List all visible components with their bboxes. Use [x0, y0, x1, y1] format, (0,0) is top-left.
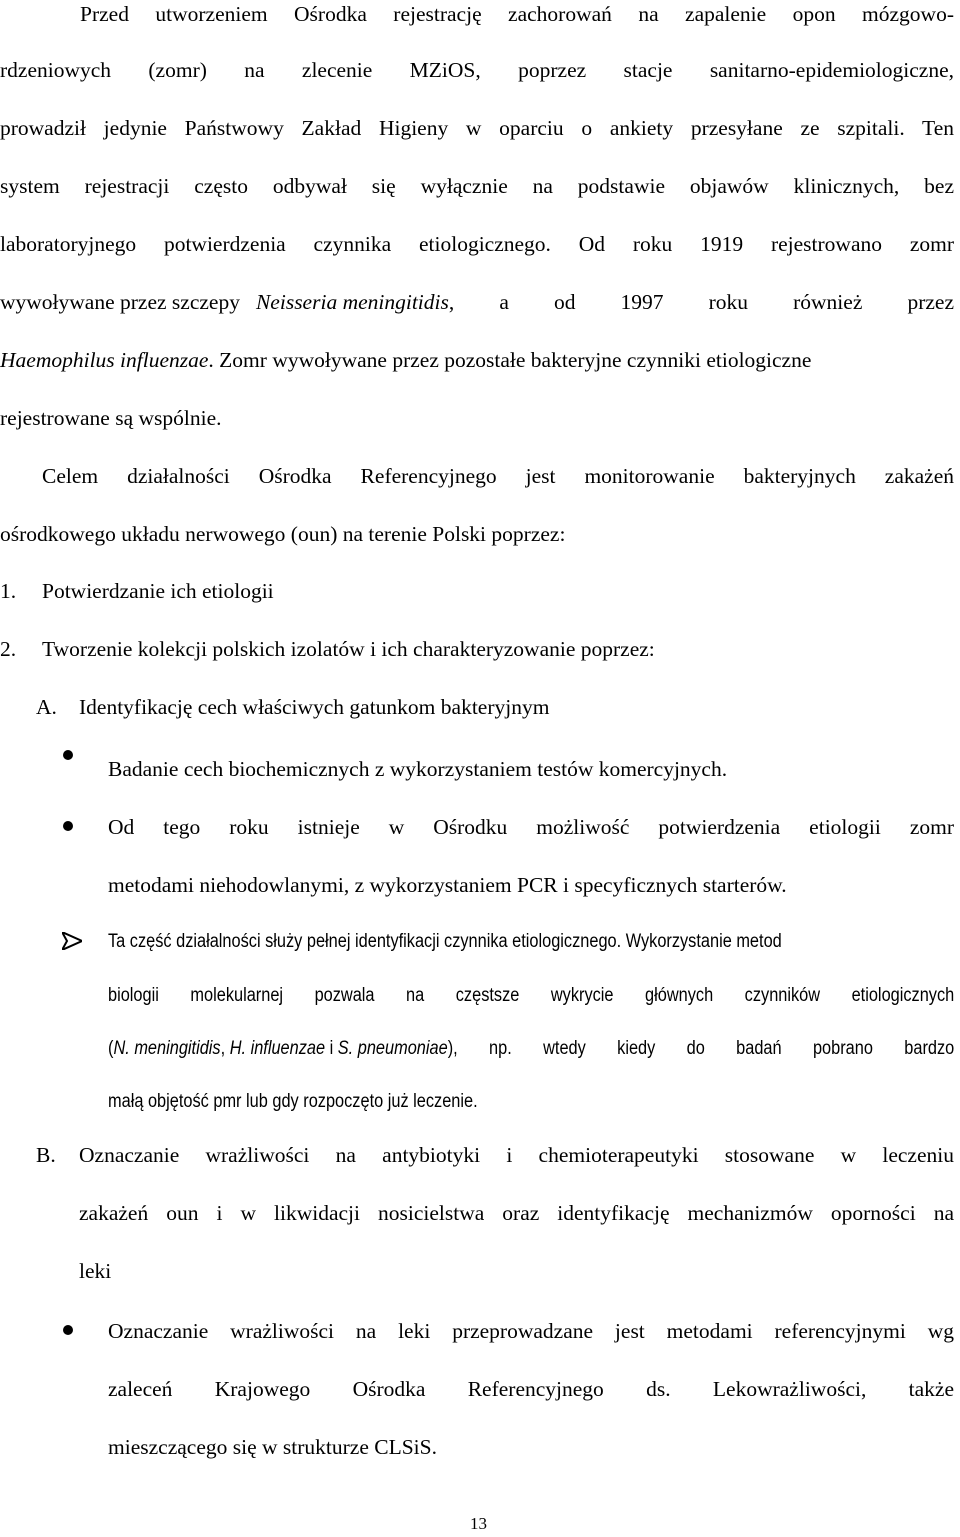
note-line-3 — [108, 1035, 954, 1063]
para1-line-6 — [0, 288, 954, 316]
bullet-1-text: Badanie cech biochemicznych z wykorzystaniem testów komercyjnych. — [108, 757, 728, 781]
bullet-icon — [63, 1325, 73, 1335]
para1-line-7 — [0, 346, 954, 374]
note-line-4: małą objętość pmr lub gdy rozpoczęto już leczenie. — [108, 1091, 478, 1112]
list-item-2: Tworzenie kolekcji polskich izolatów i ich charakteryzowanie poprzez: — [42, 637, 655, 661]
bullet-2-line-1: Od tego roku istnieje w Ośrodku możliwość potwierdzenia etiologii zomr — [108, 815, 954, 839]
bullet-2-line-2: metodami niehodowlanymi, z wykorzystaniem PCR i specyficznych starterów. — [108, 873, 787, 897]
section-letter-a: A. — [36, 695, 57, 719]
note-text: , — [220, 1038, 230, 1059]
para1-line-5: laboratoryjnego potwierdzenia czynnika etiologicznego. Od roku 1919 rejestrowano zomr — [0, 232, 954, 256]
list-number-1: 1. — [0, 579, 17, 603]
section-b-line-1: Oznaczanie wrażliwości na antybiotyki i chemioterapeutyki stosowane w leczeniu — [79, 1143, 954, 1167]
bullet-icon — [63, 750, 73, 760]
list-number-2: 2. — [0, 637, 17, 661]
para1-text: . Zomr wywoływane przez pozostałe bakteryjne czynniki etiologiczne — [208, 348, 812, 372]
section-b-line-3: leki — [79, 1259, 112, 1283]
section-b-line-2: zakażeń oun i w likwidacji nosicielstwa oraz identyfikację mechanizmów oporności na — [79, 1201, 954, 1225]
bullet-icon — [63, 821, 73, 831]
arrow-bullet-icon — [62, 932, 82, 950]
page-number: 13 — [470, 1514, 487, 1533]
para1-text: , a od 1997 roku również przez — [448, 290, 954, 314]
bullet-3-line-1: Oznaczanie wrażliwości na leki przeprowadzane jest metodami referencyjnymi wg — [108, 1319, 954, 1343]
bullet-3-line-2: zaleceń Krajowego Ośrodka Referencyjnego ds. Lekowrażliwości, także — [108, 1377, 954, 1401]
para1-line-1: Przed utworzeniem Ośrodka rejestrację zachorowań na zapalenie opon mózgowo- — [80, 2, 954, 26]
section-letter-b: B. — [36, 1143, 56, 1167]
bullet-3-line-3: mieszczącego się w strukturze CLSiS. — [108, 1435, 437, 1459]
species-name: H. influenzae — [229, 1038, 326, 1059]
list-item-1: Potwierdzanie ich etiologii — [42, 579, 274, 603]
species-name: S. pneumoniae — [337, 1038, 448, 1059]
section-a-text: Identyfikację cech właściwych gatunkom bakteryjnym — [79, 695, 550, 719]
note-line-2: biologii molekularnej pozwala na częstsze wykrycie głównych czynników etiologicznych — [108, 985, 955, 1006]
para1-line-3: prowadził jedynie Państwowy Zakład Higieny w oparciu o ankiety przesyłane ze szpitali. Ten — [0, 116, 954, 140]
note-line-1: Ta część działalności służy pełnej identyfikacji czynnika etiologicznego. Wykorzystanie metod — [108, 931, 782, 952]
para2-line-2: ośrodkowego układu nerwowego (oun) na terenie Polski poprzez: — [0, 522, 566, 546]
species-name: N. meningitidis — [113, 1038, 221, 1059]
para1-text: wywoływane przez szczepy — [0, 290, 240, 314]
para1-line-8: rejestrowane są wspólnie. — [0, 406, 222, 430]
note-text: ), np. wtedy kiedy do badań pobrano bardzo — [447, 1038, 955, 1059]
species-name: Neisseria meningitidis — [255, 290, 449, 314]
para2-line-1: Celem działalności Ośrodka Referencyjnego jest monitorowanie bakteryjnych zakażeń — [42, 464, 954, 488]
para1-line-2: rdzeniowych (zomr) na zlecenie MZiOS, poprzez stacje sanitarno-epidemiologiczne, — [0, 58, 954, 82]
note-text: i — [325, 1038, 338, 1059]
species-name: Haemophilus influenzae — [0, 348, 209, 372]
para1-line-4: system rejestracji często odbywał się wyłącznie na podstawie objawów klinicznych, bez — [0, 174, 954, 198]
note-text: ( — [108, 1038, 114, 1059]
